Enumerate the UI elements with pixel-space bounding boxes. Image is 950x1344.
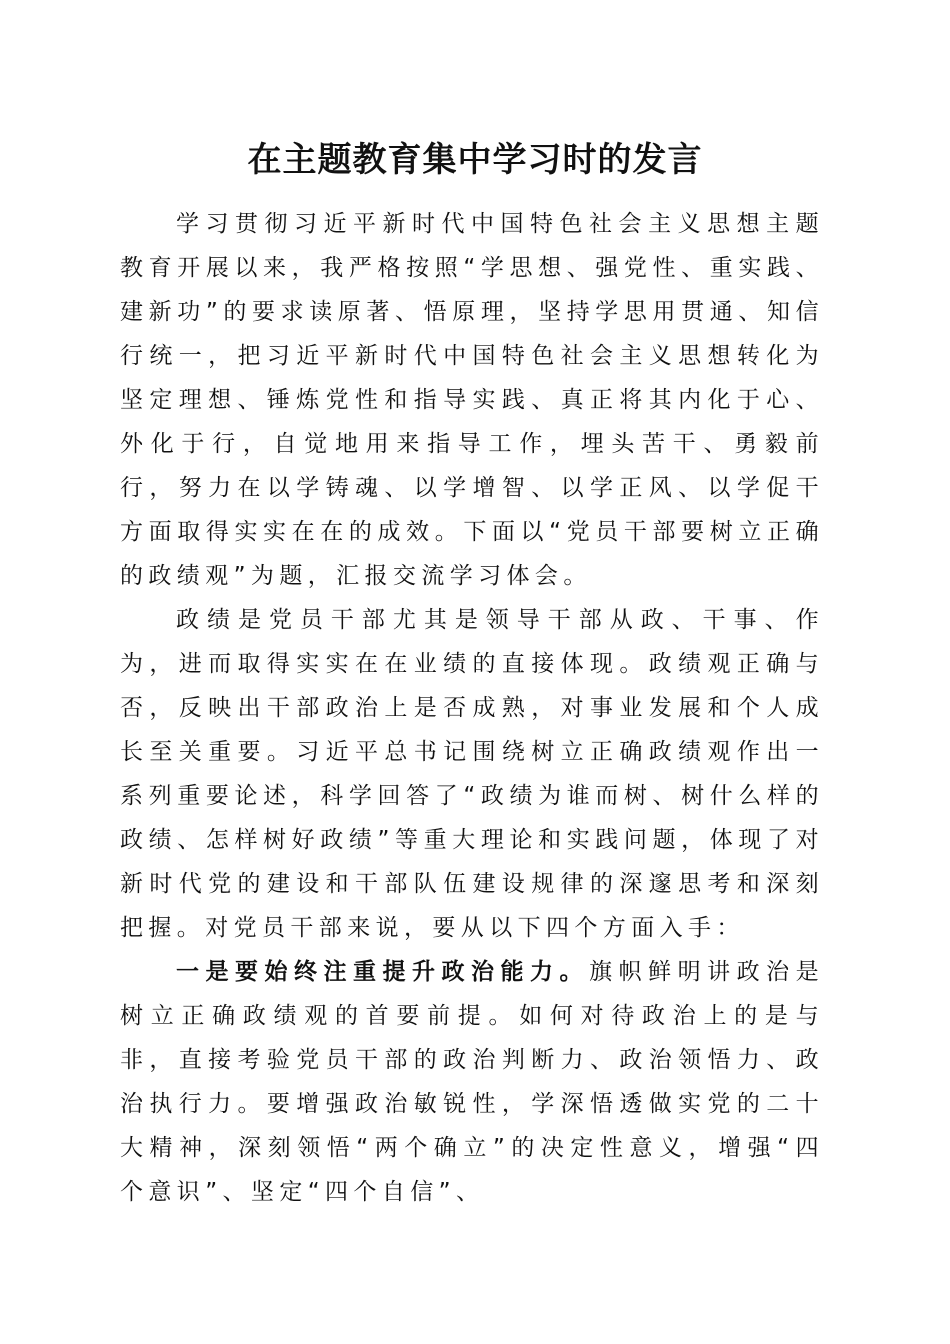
paragraph-3-lead: 一是要始终注重提升政治能力。	[176, 959, 590, 985]
paragraph-1	[120, 202, 824, 598]
paragraph-2-text: 政绩是党员干部尤其是领导干部从政、干事、作为，进而取得实实在在业绩的直接体现。政绩观正确与否，反映出干部政治上是否成熟，对事业发展和个人成长至关重要。习近平总书记围绕树立正确政绩观作出一系列重要论述，科学回答了“政绩为谁而树、树什么样的政绩、怎样树好政绩”等重大理论和实践问题，体现了对新时代党的建设和干部队伍建设规律的深邃思考和深刻把握。对党员干部来说，要从以下四个方面入手：	[120, 607, 824, 941]
document-title: 在主题教育集中学习时的发言	[247, 140, 703, 180]
document-body	[120, 202, 824, 1214]
paragraph-3	[120, 950, 824, 1214]
paragraph-3-text: 旗帜鲜明讲政治是树立正确政绩观的首要前提。如何对待政治上的是与非，直接考验党员干部的政治判断力、政治领悟力、政治执行力。要增强政治敏锐性，学深悟透做实党的二十大精神，深刻领悟“两个确立”的决定性意义，增强“四个意识”、坚定“四个自信”、	[120, 959, 824, 1205]
paragraph-1-text: 学习贯彻习近平新时代中国特色社会主义思想主题教育开展以来，我严格按照“学思想、强党性、重实践、建新功”的要求读原著、悟原理，坚持学思用贯通、知信行统一，把习近平新时代中国特色社会主义思想转化为坚定理想、锤炼党性和指导实践、真正将其内化于心、外化于行，自觉地用来指导工作，埋头苦干、勇毅前行，努力在以学铸魂、以学增智、以学正风、以学促干方面取得实实在在的成效。下面以“党员干部要树立正确的政绩观”为题，汇报交流学习体会。	[120, 211, 824, 589]
paragraph-2	[120, 598, 824, 950]
